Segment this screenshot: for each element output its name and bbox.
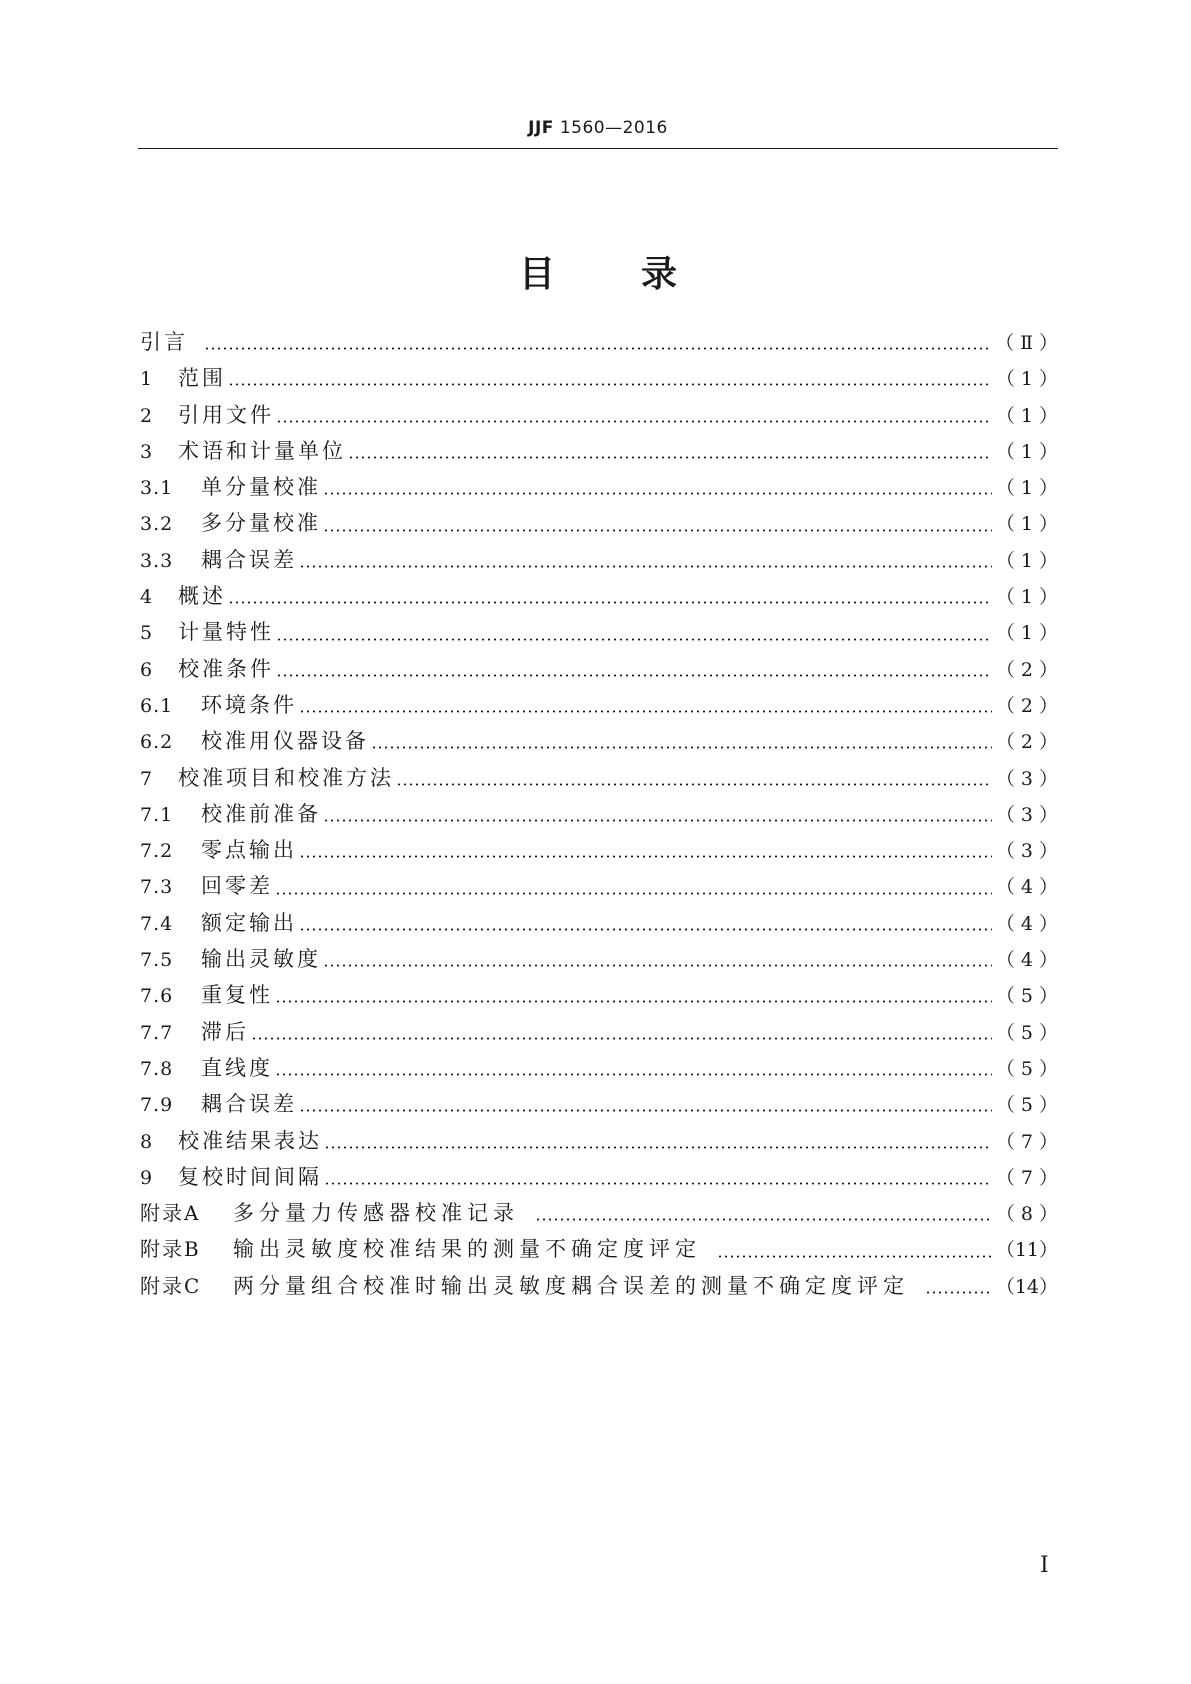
toc-entry-number: 6 [140,658,154,681]
toc-entry-number: 4 [140,586,154,609]
running-header [138,118,1058,138]
toc-entry-page: （1） [995,622,1064,645]
toc-entry-number: 7.5 [140,949,174,972]
standard-number: 1560—2016 [559,118,668,138]
toc-entry-number: 附录B [140,1237,201,1262]
toc-entry[interactable] [140,1233,1058,1269]
toc-leader-dots [276,660,992,682]
toc-entry-number: 3.3 [140,549,174,572]
toc-entry-label: 两分量组合校准时输出灵敏度耦合误差的测量不确定度评定 [233,1273,909,1298]
toc-entry-number: 2 [140,404,154,427]
toc-entry-label: 校准条件 [178,656,274,681]
toc-entry-page: （4） [995,876,1064,899]
toc-entry[interactable] [140,362,1064,398]
toc-leader-dots [299,551,992,573]
toc-leader-dots [323,805,992,827]
toc-entry[interactable] [140,798,1064,834]
toc-entry-label: 校准用仪器设备 [201,729,369,754]
toc-entry[interactable] [140,1088,1064,1124]
toc-entry-label: 滞后 [201,1019,249,1044]
toc-entry-number: 附录A [140,1201,201,1226]
toc-entry[interactable] [140,399,1064,435]
toc-entry-number: 附录C [140,1273,202,1298]
toc-entry-label: 零点输出 [201,838,297,863]
toc-entry-label: 直线度 [201,1055,273,1080]
toc-entry-page: （3） [995,803,1064,826]
toc-entry-page: （3） [995,840,1064,863]
toc-leader-dots [275,1059,992,1081]
toc-leader-dots [275,986,992,1008]
toc-entry[interactable] [140,580,1064,616]
toc-entry[interactable] [140,689,1064,725]
toc-entry-number: 7.6 [140,985,174,1008]
toc-entry-page: （1） [995,368,1064,391]
toc-entry-page: （Ⅱ） [995,332,1064,354]
standard-code: JJF [528,118,554,138]
toc-entry-page: （2） [995,731,1064,754]
toc-entry[interactable] [140,507,1064,543]
toc-leader-dots [276,624,992,646]
toc-entry-page: （1） [995,440,1064,463]
toc-entry-page: （1） [995,404,1064,427]
toc-entry[interactable] [140,834,1064,870]
header-rule [138,148,1058,149]
toc-leader-dots [204,333,991,355]
toc-entry-number: 7.2 [140,840,174,863]
toc-entry-label: 校准结果表达 [178,1128,322,1153]
toc-entry-page: （1） [995,586,1064,609]
toc-entry-page: （1） [995,513,1064,536]
table-of-contents [140,326,1064,1306]
toc-entry[interactable] [140,1197,1064,1233]
toc-entry-number: 6.1 [140,694,174,717]
toc-entry-page: （4） [995,949,1064,972]
toc-entry-label: 引言 [140,330,188,354]
toc-entry-page: （1） [995,549,1064,572]
toc-entry-number: 6.2 [140,731,174,754]
toc-entry[interactable] [140,544,1064,580]
toc-entry-label: 引用文件 [178,402,274,427]
toc-entry-number: 3.2 [140,513,174,536]
toc-entry-number: 7.3 [140,876,174,899]
toc-entry-page: （14） [995,1275,1058,1298]
toc-entry-page: （1） [995,477,1064,500]
toc-entry[interactable] [140,1161,1064,1197]
toc-entry[interactable] [140,1052,1064,1088]
toc-leader-dots [228,369,992,391]
toc-entry-number: 8 [140,1130,154,1153]
toc-entry-label: 计量特性 [178,620,274,645]
toc-entry[interactable] [140,762,1064,798]
toc-leader-dots [324,1168,992,1190]
toc-entry-page: （8） [995,1203,1064,1226]
toc-entry-number: 7 [140,767,154,790]
toc-entry[interactable] [140,1125,1064,1161]
toc-entry-label: 输出灵敏度校准结果的测量不确定度评定 [233,1237,701,1262]
toc-leader-dots [299,914,992,936]
toc-entry-label: 概述 [178,584,226,609]
toc-entry-number: 1 [140,368,154,391]
toc-entry-label: 耦合误差 [201,547,297,572]
toc-entry-label: 术语和计量单位 [178,438,346,463]
toc-entry-number: 7.4 [140,912,174,935]
toc-entry-label: 额定输出 [201,910,297,935]
toc-entry[interactable] [140,653,1064,689]
toc-leader-dots [228,587,992,609]
toc-entry-page: （5） [995,1021,1064,1044]
toc-entry-page: （2） [995,658,1064,681]
toc-entry-label: 回零差 [201,874,273,899]
toc-entry-number: 7.7 [140,1021,174,1044]
toc-leader-dots [299,841,992,863]
toc-leader-dots [323,950,992,972]
toc-entry-page: （7） [995,1166,1064,1189]
toc-leader-dots [925,1277,992,1299]
page-title [138,246,1058,297]
toc-entry[interactable] [140,907,1064,943]
toc-entry-number: 7.1 [140,803,174,826]
toc-entry-label: 复校时间间隔 [178,1164,322,1189]
toc-leader-dots [299,1095,992,1117]
toc-entry-label: 范围 [178,366,226,391]
toc-entry-number: 9 [140,1166,154,1189]
toc-entry-number: 3.1 [140,477,174,500]
toc-entry-label: 耦合误差 [201,1092,297,1117]
toc-entry-label: 校准前准备 [201,801,321,826]
toc-entry-page: （7） [995,1130,1064,1153]
toc-entry-label: 校准项目和校准方法 [178,765,394,790]
toc-entry[interactable] [140,1016,1064,1052]
toc-leader-dots [299,696,992,718]
toc-leader-dots [251,1023,992,1045]
toc-entry-number: 7.9 [140,1094,174,1117]
toc-entry-page: （11） [995,1239,1058,1262]
toc-entry-page: （5） [995,1057,1064,1080]
toc-leader-dots [323,515,992,537]
toc-entry[interactable] [140,943,1064,979]
toc-entry[interactable] [140,870,1064,906]
toc-entry-number: 7.8 [140,1057,174,1080]
toc-entry-page: （5） [995,985,1064,1008]
toc-entry-number: 5 [140,622,154,645]
page-number: Ⅰ [1040,1553,1049,1578]
toc-leader-dots [348,442,992,464]
toc-entry[interactable] [140,471,1064,507]
toc-entry-label: 输出灵敏度 [201,947,321,972]
toc-leader-dots [275,878,992,900]
toc-entry-page: （5） [995,1094,1064,1117]
toc-leader-dots [535,1204,992,1226]
title-char-1: 目 [518,254,555,295]
toc-entry[interactable] [140,326,1064,362]
title-char-2: 录 [641,254,678,295]
toc-entry-page: （4） [995,912,1064,935]
toc-entry-label: 重复性 [201,983,273,1008]
toc-entry-label: 单分量校准 [201,475,321,500]
toc-leader-dots [276,406,992,428]
toc-entry-page: （3） [995,767,1064,790]
toc-entry[interactable] [140,725,1064,761]
toc-leader-dots [717,1241,992,1263]
toc-leader-dots [323,478,992,500]
toc-entry[interactable] [140,1270,1058,1306]
toc-leader-dots [371,732,992,754]
toc-entry-label: 多分量校准 [201,511,321,536]
toc-entry-number: 3 [140,440,154,463]
toc-leader-dots [324,1132,992,1154]
toc-entry[interactable] [140,616,1064,652]
toc-entry-page: （2） [995,694,1064,717]
toc-entry-label: 多分量力传感器校准记录 [233,1201,519,1226]
toc-entry[interactable] [140,979,1064,1015]
toc-leader-dots [396,769,992,791]
toc-entry-label: 环境条件 [201,692,297,717]
toc-entry[interactable] [140,435,1064,471]
